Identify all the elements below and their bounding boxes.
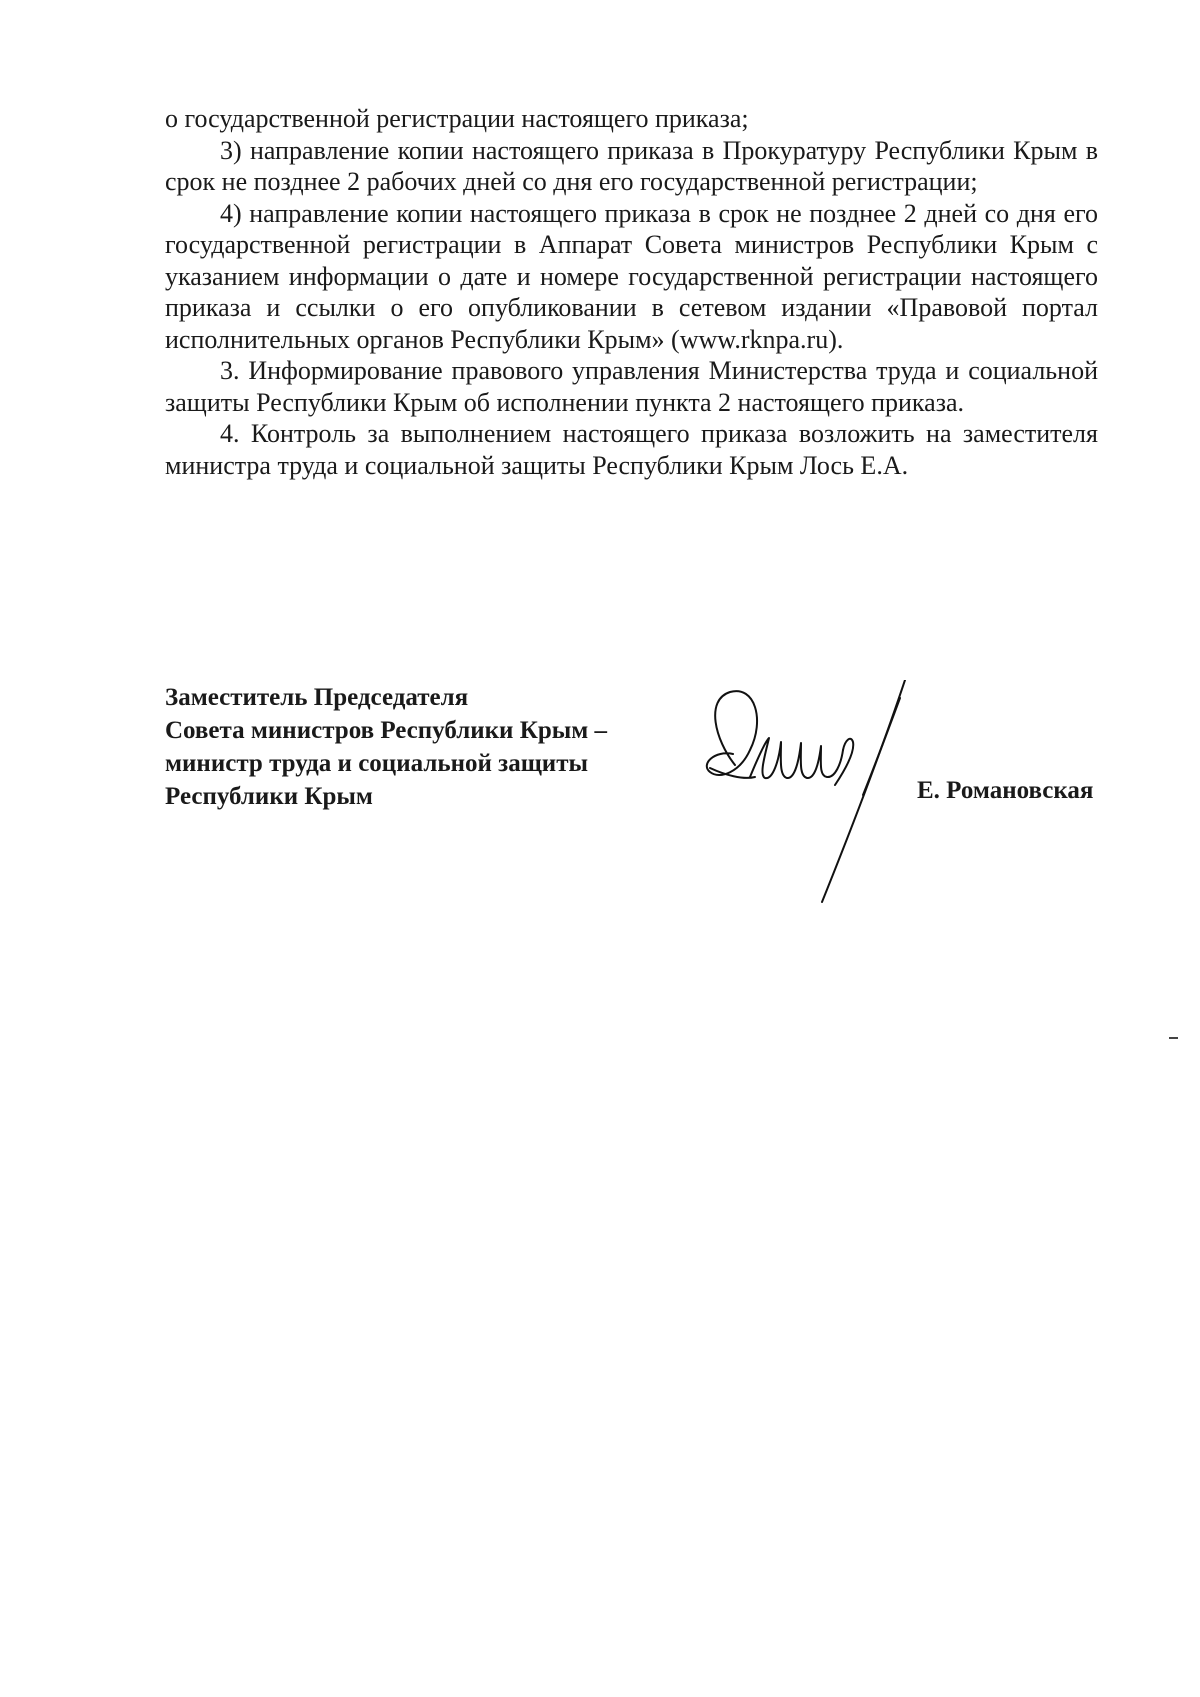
signatory-title-line: Республики Крым [165,783,373,810]
signatory-title-line: Заместитель Председателя [165,684,469,711]
signatory-title [165,681,685,813]
paragraph-clause-4: 4. Контроль за выполнением настоящего приказа возложить на заместителя министра труда и социальной защиты Республики Крым Лось Е.А. [165,419,1098,480]
paragraph-clause-3: 3. Информирование правового управления Министерства труда и социальной защиты Республики Крым об исполнении пункта 2 настоящего приказа. [165,356,1098,417]
handwritten-signature [695,680,945,905]
signatory-name: Е. Романовская [917,777,1094,804]
scan-mark [1169,1037,1178,1039]
signatory-title-line: Совета министров Республики Крым – [165,717,608,744]
paragraph-continuation: о государственной регистрации настоящего приказа; [165,104,749,133]
signatory-title-line: министр труда и социальной защиты [165,750,588,777]
paragraph-item-4: 4) направление копии настоящего приказа в срок не позднее 2 дней со дня его государственной регистрации в Аппарат Совета министров Республики Крым с указанием информации о дате и номере государственной регистрации настоящего приказа и ссылки о его опубликовании в сетевом издании «Правовой портал исполнительных органов Республики Крым» (www.rknpa.ru). [165,198,1098,354]
paragraph-item-3: 3) направление копии настоящего приказа в Прокуратуру Республики Крым в срок не позднее 2 рабочих дней со дня его государственной регистрации; [165,135,1098,196]
document-body [165,103,1098,481]
